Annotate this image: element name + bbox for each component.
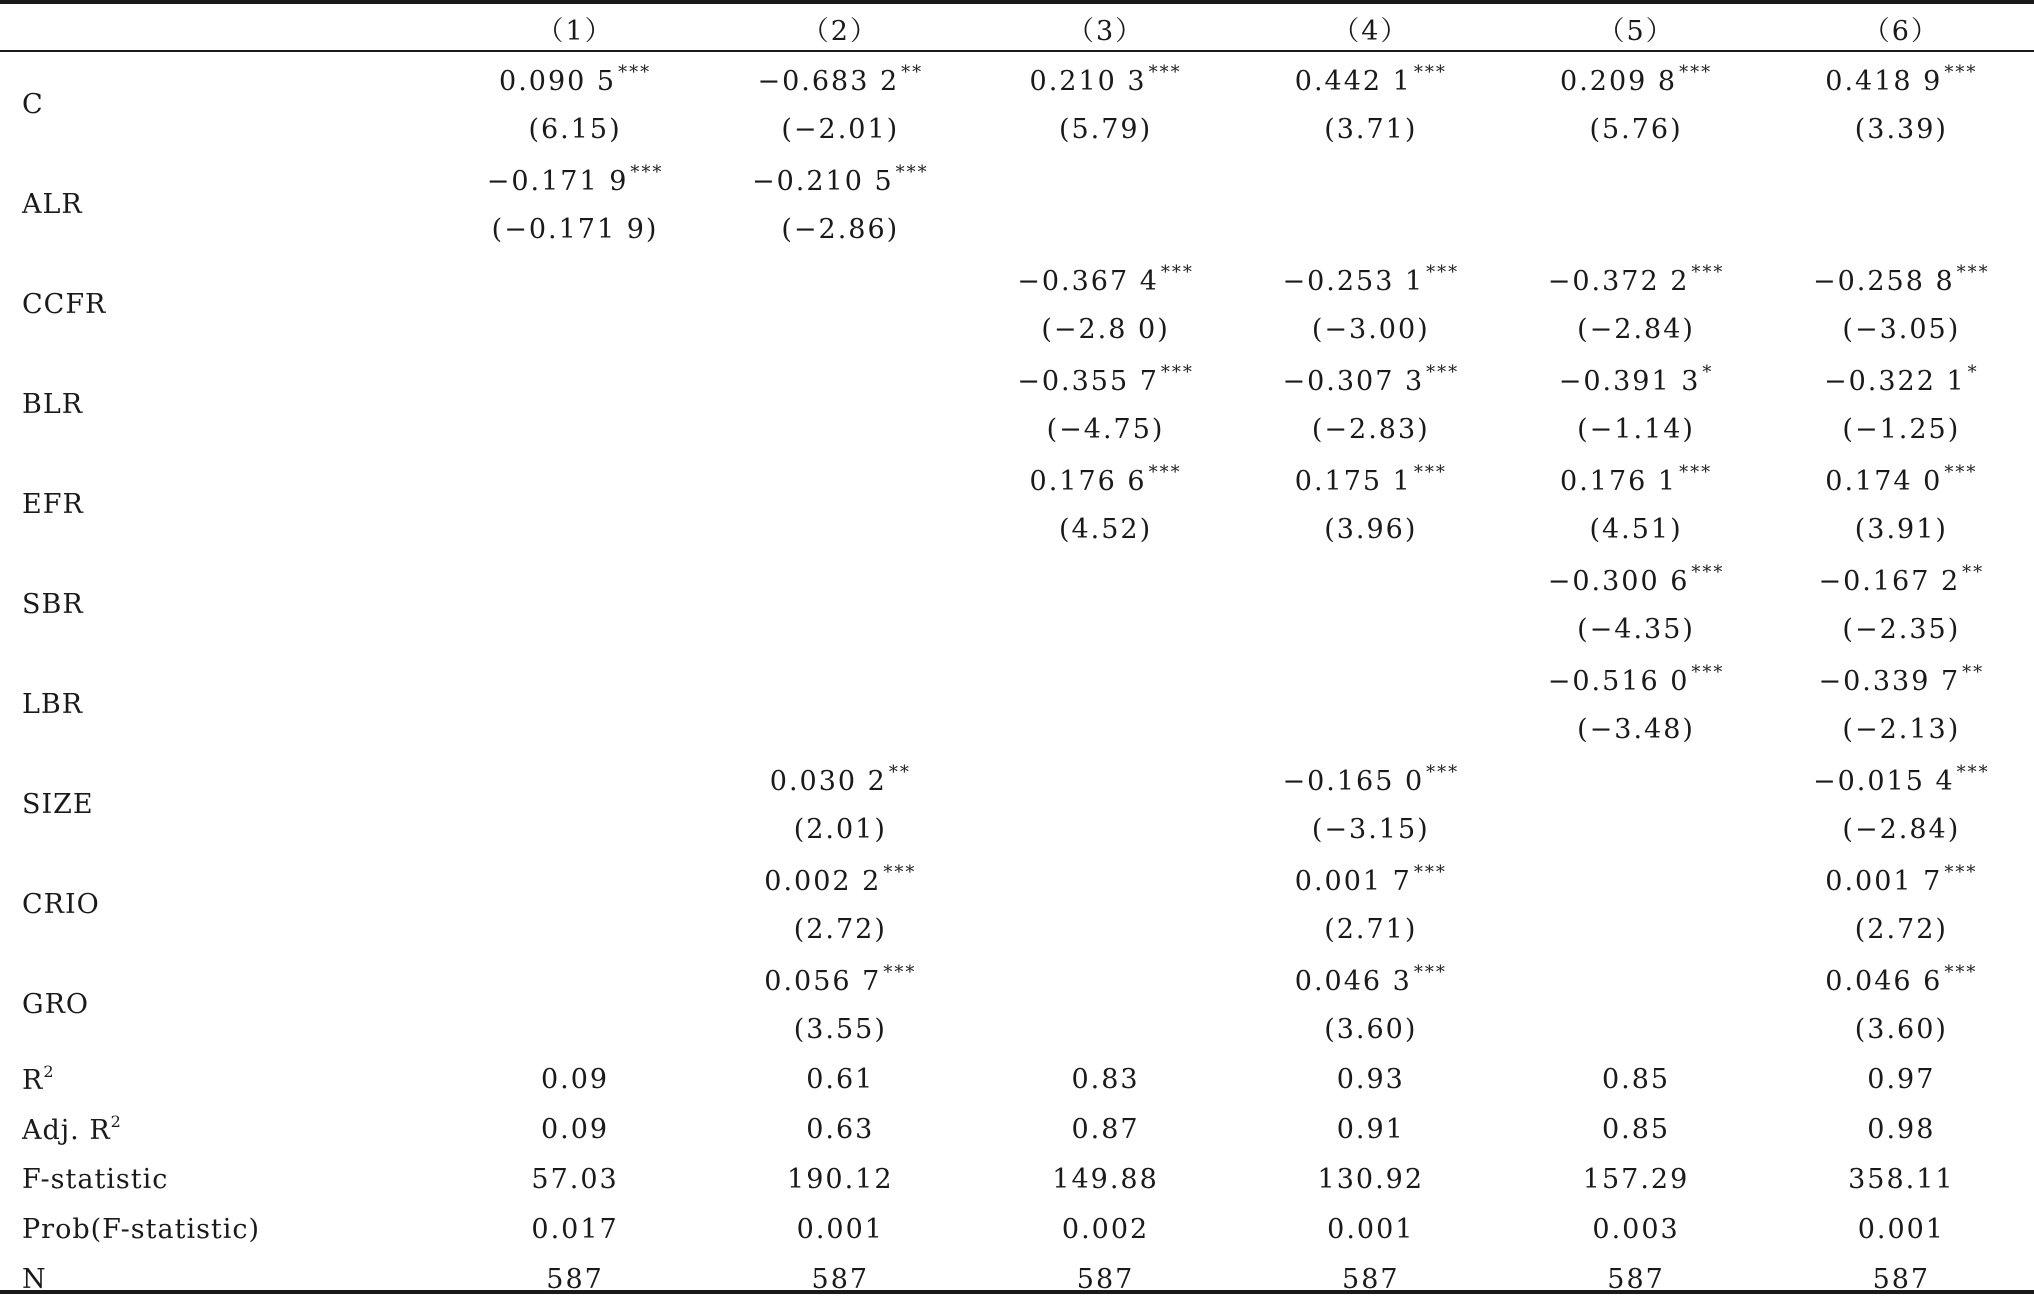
statistic-value: 149.88 xyxy=(1052,1163,1159,1195)
coefficient-cell xyxy=(973,654,1238,704)
coefficient-value: −0.367 4 xyxy=(1017,265,1159,297)
significance-stars: *** xyxy=(1160,261,1194,283)
statistic-label: R xyxy=(22,1065,44,1096)
coefficient-cell xyxy=(442,454,707,504)
t-statistic-cell xyxy=(708,704,973,754)
coefficient-cell xyxy=(973,454,1238,504)
coefficient-cell xyxy=(1769,354,2034,404)
t-statistic-cell xyxy=(708,404,973,454)
variable-label: BLR xyxy=(22,388,84,420)
coefficient-value: −0.253 1 xyxy=(1282,265,1425,297)
coefficient-cell xyxy=(973,954,1238,1004)
coefficient-value: 0.175 1 xyxy=(1294,465,1412,497)
coefficient-cell xyxy=(1238,654,1503,704)
t-statistic-cell xyxy=(442,704,707,754)
coefficient-value: 0.209 8 xyxy=(1560,65,1678,97)
coefficient-cell xyxy=(1769,254,2034,304)
t-statistic-cell xyxy=(1238,704,1503,754)
statistic-value: 0.09 xyxy=(540,1063,610,1095)
statistic-value: 587 xyxy=(1872,1263,1931,1295)
coefficient-cell xyxy=(1503,54,1768,104)
coefficient-row xyxy=(0,454,2034,504)
t-statistic-cell: (−2.35) xyxy=(1842,613,1961,645)
coefficient-value: 0.174 0 xyxy=(1825,465,1943,497)
statistic-label-cell xyxy=(0,1154,442,1204)
coefficient-cell xyxy=(442,854,707,904)
t-statistic-cell xyxy=(1503,204,1768,254)
significance-stars: *** xyxy=(1944,61,1978,83)
model-header: （2） xyxy=(801,15,879,47)
statistic-value: 0.97 xyxy=(1867,1063,1936,1095)
t-statistic-cell xyxy=(973,604,1238,654)
t-statistic-cell xyxy=(442,404,707,454)
significance-stars: *** xyxy=(1148,61,1182,83)
statistic-value: 0.91 xyxy=(1336,1113,1405,1145)
t-statistic-cell: (−3.00) xyxy=(1311,313,1430,345)
coefficient-cell xyxy=(1238,254,1503,304)
coefficient-value: −0.307 3 xyxy=(1282,365,1425,397)
statistic-value: 0.98 xyxy=(1867,1113,1936,1145)
statistic-value: 57.03 xyxy=(531,1163,619,1195)
statistic-row xyxy=(0,1104,2034,1154)
t-statistic-cell xyxy=(1503,804,1768,854)
t-statistic-cell: (−3.48) xyxy=(1577,713,1695,745)
significance-stars: *** xyxy=(1944,961,1978,983)
statistic-value: 0.003 xyxy=(1592,1213,1680,1245)
coefficient-value: 0.056 7 xyxy=(764,965,882,997)
coefficient-value: −0.300 6 xyxy=(1547,565,1690,597)
model-header: （6） xyxy=(1862,15,1940,47)
t-statistic-cell: (−2.13) xyxy=(1842,713,1961,745)
statistic-label-cell xyxy=(0,1104,442,1154)
t-statistic-cell: (3.60) xyxy=(1854,1013,1948,1045)
t-statistic-cell: (5.79) xyxy=(1058,113,1153,145)
t-statistic-cell: (3.60) xyxy=(1324,1013,1418,1045)
statistic-value: 0.09 xyxy=(540,1113,610,1145)
statistic-label: Prob(F-statistic) xyxy=(22,1213,261,1245)
coefficient-cell xyxy=(1238,54,1503,104)
significance-stars: *** xyxy=(1148,461,1182,483)
t-statistic-cell: (−4.75) xyxy=(1046,413,1165,445)
coefficient-cell xyxy=(442,354,707,404)
variable-label: ALR xyxy=(22,188,83,220)
variable-label: LBR xyxy=(22,688,84,720)
coefficient-cell xyxy=(708,54,973,104)
coefficient-cell xyxy=(1503,754,1768,804)
variable-label: GRO xyxy=(22,988,90,1020)
statistic-value: 358.11 xyxy=(1848,1163,1955,1195)
coefficient-value: −0.258 8 xyxy=(1812,265,1955,297)
t-statistic-cell xyxy=(442,1004,707,1054)
t-statistic-cell: (2.71) xyxy=(1324,913,1418,945)
coefficient-cell xyxy=(1769,754,2034,804)
significance-stars: *** xyxy=(1413,461,1447,483)
coefficient-cell xyxy=(708,454,973,504)
t-statistic-cell xyxy=(708,604,973,654)
t-statistic-cell xyxy=(973,904,1238,954)
t-statistic-cell: (3.71) xyxy=(1324,113,1418,145)
coefficient-cell xyxy=(442,54,707,104)
t-statistic-cell: (−2.01) xyxy=(781,113,900,145)
statistic-label-cell xyxy=(0,1054,442,1104)
coefficient-cell xyxy=(442,754,707,804)
coefficient-row xyxy=(0,354,2034,404)
t-statistic-cell: (−2.83) xyxy=(1311,413,1430,445)
coefficient-cell xyxy=(973,354,1238,404)
statistic-value: 0.83 xyxy=(1071,1063,1140,1095)
coefficient-cell xyxy=(442,154,707,204)
variable-label: SBR xyxy=(22,588,84,620)
statistic-value: 0.017 xyxy=(531,1213,619,1245)
coefficient-cell xyxy=(973,54,1238,104)
coefficient-value: 0.176 1 xyxy=(1560,465,1678,497)
t-statistic-cell: (3.39) xyxy=(1854,113,1948,145)
significance-stars: ** xyxy=(1962,661,1985,683)
t-statistic-cell xyxy=(973,704,1238,754)
t-statistic-cell: (3.91) xyxy=(1854,513,1948,545)
statistic-row xyxy=(0,1204,2034,1254)
coefficient-cell xyxy=(1503,654,1768,704)
coefficient-value: 0.090 5 xyxy=(499,65,617,97)
statistic-value: 587 xyxy=(811,1263,870,1295)
t-statistic-cell: (4.52) xyxy=(1058,513,1153,545)
coefficient-row xyxy=(0,754,2034,804)
t-statistic-cell: (4.51) xyxy=(1589,513,1683,545)
significance-stars: *** xyxy=(1944,461,1978,483)
coefficient-value: −0.516 0 xyxy=(1547,665,1690,697)
significance-stars: *** xyxy=(883,961,917,983)
coefficient-value: −0.165 0 xyxy=(1282,765,1425,797)
model-header: （3） xyxy=(1066,15,1145,47)
statistic-value: 0.85 xyxy=(1601,1113,1671,1145)
coefficient-value: −0.167 2 xyxy=(1818,565,1961,597)
coefficient-cell xyxy=(1238,154,1503,204)
coefficient-cell xyxy=(973,754,1238,804)
significance-stars: *** xyxy=(1413,861,1447,883)
coefficient-cell xyxy=(442,954,707,1004)
significance-stars: *** xyxy=(1426,361,1460,383)
coefficient-cell xyxy=(708,654,973,704)
statistic-value: 587 xyxy=(1076,1263,1135,1295)
coefficient-cell xyxy=(1769,454,2034,504)
coefficient-cell xyxy=(1503,554,1768,604)
significance-stars: *** xyxy=(630,161,664,183)
coefficient-value: 0.418 9 xyxy=(1825,65,1943,97)
coefficient-value: 0.210 3 xyxy=(1029,65,1147,97)
coefficient-value: 0.046 6 xyxy=(1825,965,1943,997)
statistic-value: 157.29 xyxy=(1582,1163,1690,1195)
significance-stars: *** xyxy=(1691,561,1725,583)
coefficient-cell xyxy=(1503,954,1768,1004)
superscript-two: 2 xyxy=(110,1112,121,1131)
statistic-value: 0.61 xyxy=(806,1063,875,1095)
t-statistic-cell xyxy=(973,204,1238,254)
coefficient-value: 0.030 2 xyxy=(769,765,887,797)
significance-stars: *** xyxy=(1413,961,1447,983)
coefficient-cell xyxy=(973,154,1238,204)
t-statistic-cell: (−1.14) xyxy=(1577,413,1695,445)
coefficient-value: 0.442 1 xyxy=(1294,65,1412,97)
coefficient-value: 0.002 2 xyxy=(764,865,882,897)
statistic-value: 587 xyxy=(1342,1263,1400,1295)
statistic-value: 0.001 xyxy=(796,1213,884,1245)
t-statistic-cell: (−2.84) xyxy=(1577,313,1695,345)
statistic-label-cell xyxy=(0,1204,442,1254)
t-statistic-cell: (−0.171 9) xyxy=(491,213,659,245)
statistic-value: 0.85 xyxy=(1601,1063,1671,1095)
significance-stars: *** xyxy=(1944,861,1978,883)
statistic-row xyxy=(0,1054,2034,1104)
significance-stars: ** xyxy=(901,61,924,83)
statistic-value: 0.87 xyxy=(1071,1113,1140,1145)
t-statistic-cell xyxy=(708,304,973,354)
coefficient-value: −0.322 1 xyxy=(1823,365,1966,397)
variable-label: SIZE xyxy=(22,788,94,820)
significance-stars: *** xyxy=(618,61,652,83)
statistic-value: 587 xyxy=(1607,1263,1665,1295)
t-statistic-cell xyxy=(1503,904,1768,954)
coefficient-cell xyxy=(1503,354,1768,404)
significance-stars: * xyxy=(1702,361,1714,383)
t-statistic-cell: (2.72) xyxy=(793,913,887,945)
coefficient-row xyxy=(0,854,2034,904)
coefficient-cell xyxy=(1238,854,1503,904)
significance-stars: * xyxy=(1967,361,1979,383)
t-statistic-cell: (2.01) xyxy=(793,813,887,845)
coefficient-value: −0.210 5 xyxy=(751,165,894,197)
coefficient-cell xyxy=(1769,654,2034,704)
coefficient-value: −0.015 4 xyxy=(1812,765,1955,797)
coefficient-cell xyxy=(708,554,973,604)
statistic-value: 0.001 xyxy=(1327,1213,1415,1245)
significance-stars: ** xyxy=(888,761,911,783)
significance-stars: *** xyxy=(1679,61,1713,83)
significance-stars: *** xyxy=(1426,261,1460,283)
coefficient-cell xyxy=(1238,954,1503,1004)
coefficient-cell xyxy=(973,254,1238,304)
coefficient-row xyxy=(0,954,2034,1004)
coefficient-cell xyxy=(973,854,1238,904)
t-statistic-cell: (−3.05) xyxy=(1842,313,1961,345)
coefficient-cell xyxy=(1769,154,2034,204)
t-statistic-cell xyxy=(1769,204,2034,254)
t-statistic-cell: (−2.84) xyxy=(1842,813,1961,845)
coefficient-row xyxy=(0,54,2034,104)
variable-label: CRIO xyxy=(22,888,100,920)
coefficient-cell xyxy=(1769,954,2034,1004)
variable-label: EFR xyxy=(22,488,84,520)
coefficient-cell xyxy=(1503,254,1768,304)
t-statistic-cell xyxy=(442,504,707,554)
header-blank xyxy=(0,0,442,54)
coefficient-cell xyxy=(708,354,973,404)
coefficient-cell xyxy=(442,654,707,704)
t-statistic-cell: (6.15) xyxy=(528,113,622,145)
statistic-value: 130.92 xyxy=(1317,1163,1425,1195)
coefficient-cell xyxy=(1503,154,1768,204)
t-statistic-cell: (3.55) xyxy=(793,1013,887,1045)
coefficient-value: −0.171 9 xyxy=(486,165,629,197)
model-header: （4） xyxy=(1332,15,1410,47)
superscript-two: 2 xyxy=(43,1062,54,1081)
coefficient-cell xyxy=(708,854,973,904)
coefficient-row xyxy=(0,554,2034,604)
statistic-value: 0.63 xyxy=(806,1113,875,1145)
coefficient-value: −0.391 3 xyxy=(1558,365,1701,397)
coefficient-value: −0.683 2 xyxy=(757,65,900,97)
coefficient-cell xyxy=(708,154,973,204)
significance-stars: *** xyxy=(883,861,917,883)
significance-stars: ** xyxy=(1962,561,1985,583)
coefficient-cell xyxy=(708,954,973,1004)
coefficient-row xyxy=(0,254,2034,304)
coefficient-value: −0.355 7 xyxy=(1017,365,1159,397)
header-row xyxy=(0,0,2034,54)
coefficient-row xyxy=(0,654,2034,704)
significance-stars: *** xyxy=(1413,61,1447,83)
significance-stars: *** xyxy=(1160,361,1194,383)
model-header: （5） xyxy=(1597,15,1675,47)
statistic-row xyxy=(0,1154,2034,1204)
significance-stars: *** xyxy=(1956,261,1990,283)
coefficient-row xyxy=(0,154,2034,204)
variable-label: C xyxy=(22,88,44,120)
t-statistic-cell xyxy=(708,504,973,554)
significance-stars: *** xyxy=(1426,761,1460,783)
t-statistic-cell xyxy=(1238,204,1503,254)
statistic-label: F-statistic xyxy=(22,1163,169,1195)
coefficient-cell xyxy=(1769,554,2034,604)
coefficient-cell xyxy=(1769,54,2034,104)
coefficient-cell xyxy=(1503,854,1768,904)
t-statistic-cell xyxy=(442,804,707,854)
significance-stars: *** xyxy=(1691,661,1725,683)
coefficient-value: −0.339 7 xyxy=(1818,665,1961,697)
t-statistic-cell xyxy=(1238,604,1503,654)
t-statistic-cell: (2.72) xyxy=(1854,913,1948,945)
coefficient-cell xyxy=(708,754,973,804)
model-header: （1） xyxy=(536,15,614,47)
t-statistic-cell xyxy=(442,904,707,954)
significance-stars: *** xyxy=(1956,761,1990,783)
coefficient-cell xyxy=(1238,554,1503,604)
t-statistic-cell: (3.96) xyxy=(1324,513,1418,545)
coefficient-value: 0.001 7 xyxy=(1294,865,1412,897)
coefficient-cell xyxy=(1769,854,2034,904)
statistic-label: Adj. R xyxy=(22,1115,111,1146)
t-statistic-cell xyxy=(442,304,707,354)
coefficient-cell xyxy=(973,554,1238,604)
coefficient-value: −0.372 2 xyxy=(1547,265,1690,297)
statistic-value: 0.002 xyxy=(1061,1213,1150,1245)
statistic-value: 0.93 xyxy=(1336,1063,1405,1095)
t-statistic-cell xyxy=(442,604,707,654)
t-statistic-cell: (−4.35) xyxy=(1577,613,1695,645)
t-statistic-cell: (−1.25) xyxy=(1842,413,1961,445)
coefficient-cell xyxy=(442,254,707,304)
statistic-value: 0.001 xyxy=(1857,1213,1945,1245)
coefficient-cell xyxy=(1238,454,1503,504)
coefficient-cell xyxy=(708,254,973,304)
coefficient-cell xyxy=(1238,754,1503,804)
significance-stars: *** xyxy=(1691,261,1725,283)
t-statistic-cell xyxy=(973,1004,1238,1054)
t-statistic-cell: (−2.8 0) xyxy=(1041,313,1170,345)
variable-label: CCFR xyxy=(22,288,107,320)
coefficient-value: 0.046 3 xyxy=(1294,965,1412,997)
significance-stars: *** xyxy=(895,161,929,183)
t-statistic-cell: (5.76) xyxy=(1589,113,1683,145)
t-statistic-cell xyxy=(1503,1004,1768,1054)
t-statistic-cell: (−3.15) xyxy=(1311,813,1430,845)
statistic-value: 190.12 xyxy=(787,1163,894,1195)
coefficient-cell xyxy=(1503,454,1768,504)
statistic-label: N xyxy=(22,1263,47,1295)
statistic-value: 587 xyxy=(546,1263,604,1295)
coefficient-cell xyxy=(442,554,707,604)
t-statistic-cell: (−2.86) xyxy=(781,213,900,245)
coefficient-value: 0.176 6 xyxy=(1029,465,1147,497)
significance-stars: *** xyxy=(1679,461,1713,483)
t-statistic-cell xyxy=(973,804,1238,854)
coefficient-value: 0.001 7 xyxy=(1825,865,1943,897)
coefficient-cell xyxy=(1238,354,1503,404)
